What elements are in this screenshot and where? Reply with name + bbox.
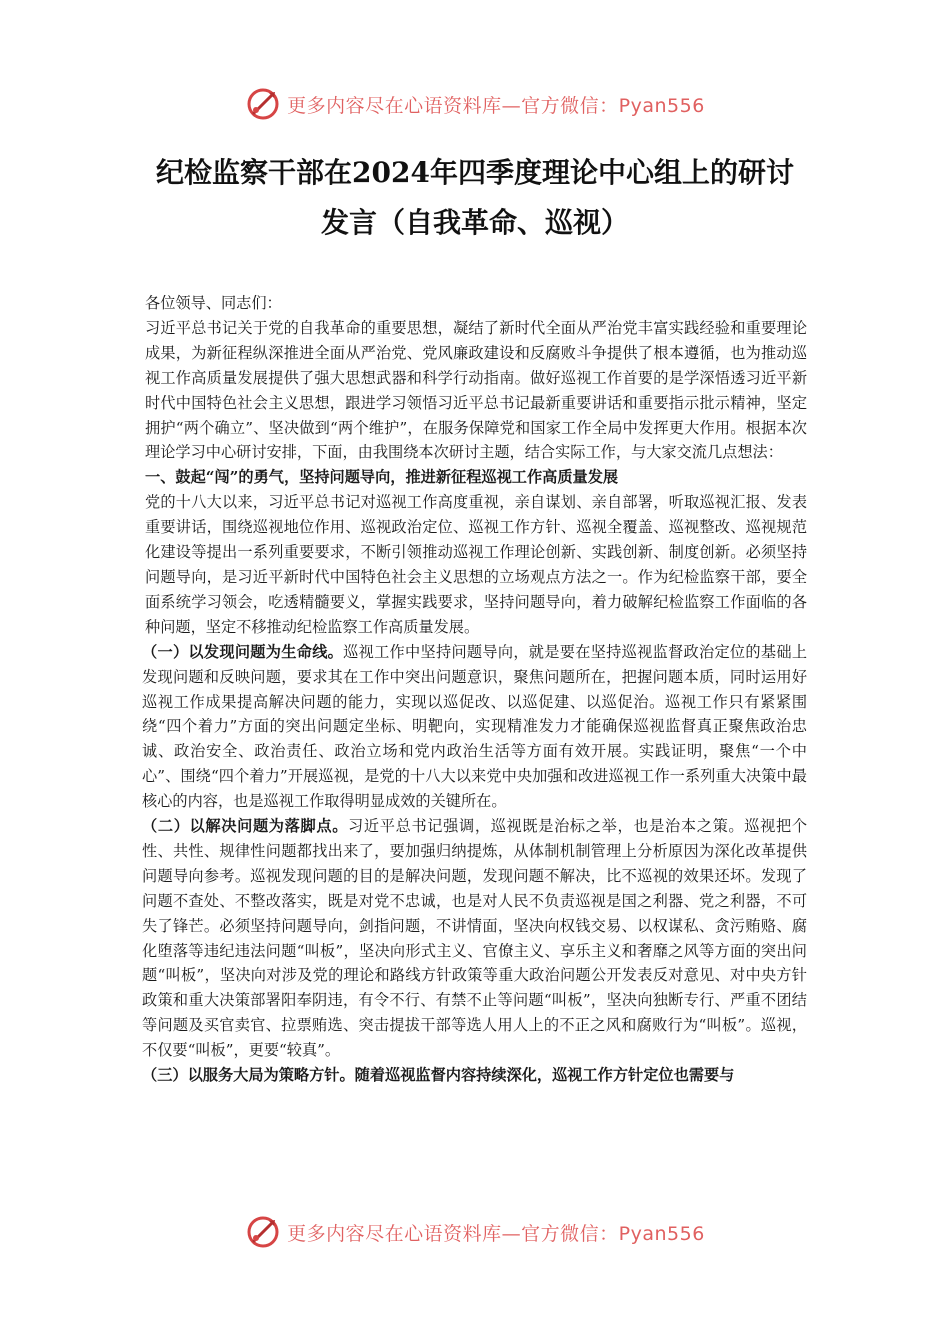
subsection-1-label: （一）以发现问题为生命线。 [142,642,344,661]
subsection-2-label: （二）以解决问题为落脚点。 [142,817,349,836]
watermark-text: 更多内容尽在心语资料库—官方微信： [287,1222,619,1245]
subsection-3-line: （三）以服务大局为策略方针。随着巡视监督内容持续深化，巡视工作方针定位也需要与 [142,1066,735,1085]
subsection-2-text: 习近平总书记强调，巡视既是治标之举，也是治本之策。巡视把个性、共性、规律性问题都找出来了，要加强归纳提炼，从体制机制管理上分析原因为深化改革提供问题导向参考。巡视发现问题的目的是解决问题，发现问题不解决，比不巡视的效果还坏。发现了问题不查处、不整改落实，既是对党不忠诚，也是对人民不负责巡视是国之利器、党之利器，不可失了锋芒。必须坚持问题导向，剑指问题，不讲情面，坚决向权钱交易、以权谋私、贪污贿赂、腐化堕落等违纪违法问题“叫板”，坚决向形式主义、官僚主义、享乐主义和奢靡之风等方面的突出问题“叫板”，坚决向对涉及党的理论和路线方针政策等重大政治问题公开发表反对意见、对中央方针政策和重大决策部署阳奉阴违，有令不行、有禁不止等问题“叫板”，坚决向独断专行、严重不团结等问题及买官卖官、拉票贿选、突击提拔干部等选人用人上的不正之风和腐败行为“叫板”。巡视，不仅要“叫板”，更要“较真”。 [142,817,808,1060]
title-line-1: 纪检监察干部在2024年四季度理论中心组上的研讨 [156,156,794,189]
subsection-1 [142,640,807,814]
page-title [100,148,850,248]
wechat-id: Pyan556 [618,1222,705,1245]
brush-logo-icon [245,1214,281,1250]
subsection-3 [142,1063,807,1088]
subsection-1-text: 巡视工作中坚持问题导向，就是要在坚持巡视监督政治定位的基础上发现问题和反映问题，要求其在工作中突出问题意识，聚焦问题所在，把握问题本质，同时运用好巡视工作成果提高解决问题的能力，实现以巡促改、以巡促建、以巡促治。巡视工作只有紧紧围绕“四个着力”方面的突出问题定坐标、明靶向，实现精准发力才能确保巡视监督真正聚焦政治忠诚、政治安全、政治责任、政治立场和党内政治生活等方面有效开展。实践证明，聚焦“一个中心”、围绕“四个着力”开展巡视，是党的十八大以来党中央加强和改进巡视工作一系列重大决策中最核心的内容，也是巡视工作取得明显成效的关键所在。 [142,642,808,811]
intro-paragraph: 习近平总书记关于党的自我革命的重要思想，凝结了新时代全面从严治党丰富实践经验和重要理论成果，为新征程纵深推进全面从严治党、党风廉政建设和反腐败斗争提供了根本遵循，也为推动巡视工作高质量发展提供了强大思想武器和科学行动指南。做好巡视工作首要的是学深悟透习近平新时代中国特色社会主义思想，跟进学习领悟习近平总书记最新重要讲话和重要指示批示精神，坚定拥护“两个确立”、坚决做到“两个维护”，在服务保障党和国家工作全局中发挥更大作用。根据本次理论学习中心研讨安排，下面，由我围绕本次研讨主题，结合实际工作，与大家交流几点想法： [145,318,807,462]
section-1-paragraph: 党的十八大以来，习近平总书记对巡视工作高度重视，亲自谋划、亲自部署，听取巡视汇报、发表重要讲话，围绕巡视地位作用、巡视政治定位、巡视工作方针、巡视全覆盖、巡视整改、巡视规范化建设等提出一系列重要要求，不断引领推动巡视工作理论创新、实践创新、制度创新。必须坚持问题导向，是习近平新时代中国特色社会主义思想的立场观点方法之一。作为纪检监察干部，要全面系统学习领会，吃透精髓要义，掌握实践要求，坚持问题导向，着力破解纪检监察工作面临的各种问题，坚定不移推动纪检监察工作高质量发展。 [145,493,807,636]
subsection-2 [142,814,807,1063]
section-1-heading: 一、鼓起“闯”的勇气，坚持问题导向，推进新征程巡视工作高质量发展 [145,468,619,487]
header-watermark [0,84,950,124]
brush-logo-icon [245,86,281,122]
document-body [142,291,808,1088]
footer-watermark [0,1212,950,1252]
wechat-id: Pyan556 [618,94,705,117]
watermark-text: 更多内容尽在心语资料库—官方微信： [287,94,619,117]
greeting: 各位领导、同志们： [145,294,282,312]
title-line-2: 发言（自我革命、巡视） [320,206,629,239]
